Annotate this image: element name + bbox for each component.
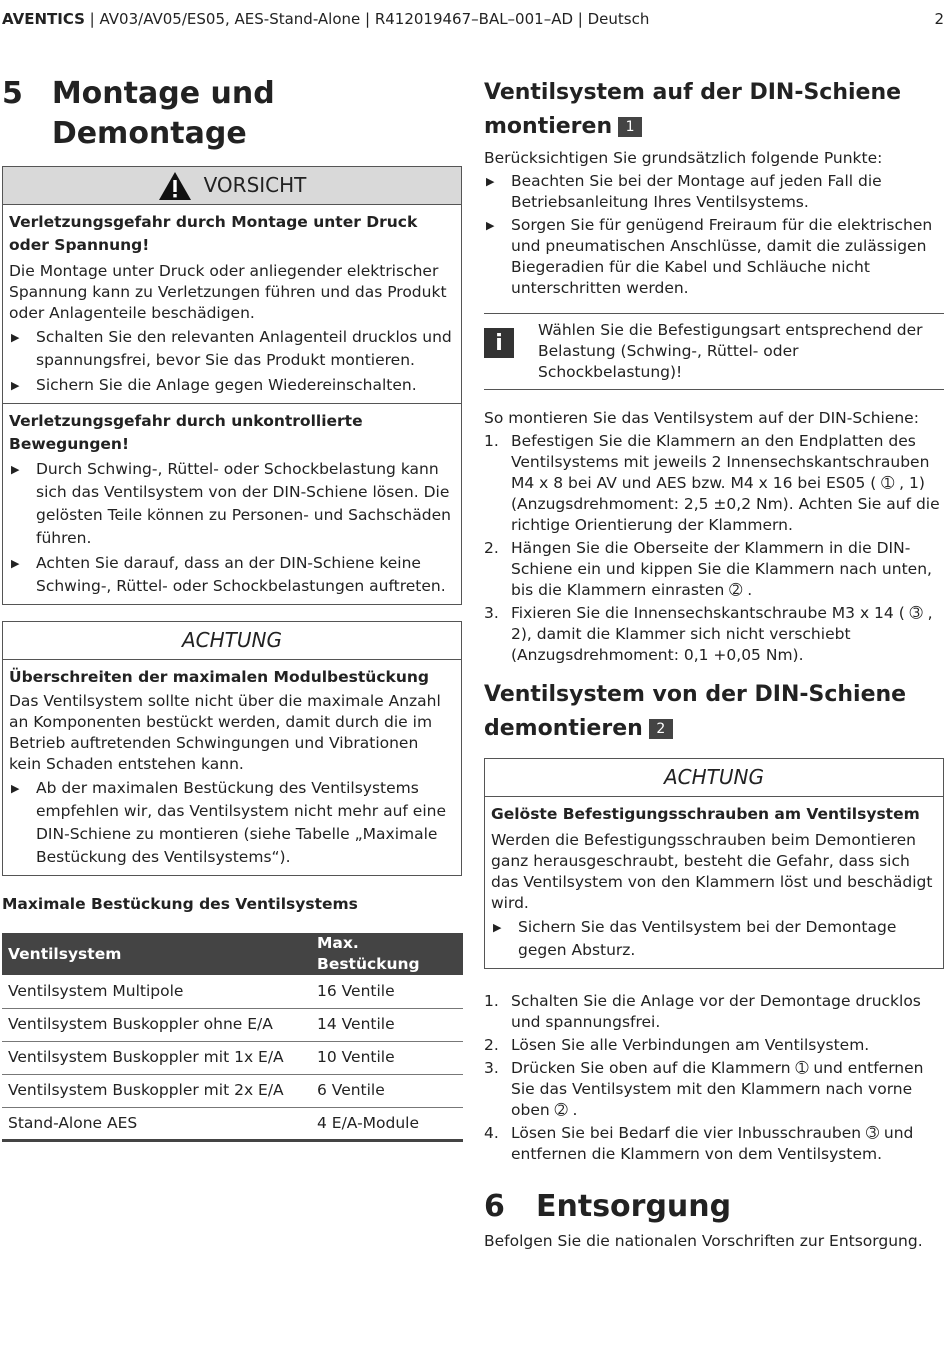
list-item-text: Drücken Sie oben auf die Klammern ➀ und entfernen Sie das Ventilsystem mit den Klammern nach vorne oben ➁ . [511, 1059, 924, 1119]
mount-heading [484, 76, 944, 144]
step-number: 2. [484, 1036, 499, 1054]
list-item [484, 991, 944, 1033]
list-item [491, 916, 937, 962]
info-text: Wählen Sie die Befestigungsart entsprechend der Belastung (Schwing-, Rüttel- oder Schockbelastung)! [538, 321, 923, 381]
page-number: 2 [934, 10, 944, 28]
bullet-arrow-icon: ▶ [11, 557, 20, 570]
dismount-heading-line1: Ventilsystem von der DIN-Schiene [484, 682, 907, 707]
notice-header [3, 622, 461, 660]
figure-badge: 2 [649, 719, 673, 739]
table-cell: 4 E/A-Module [311, 1107, 463, 1140]
chapter-title: Entsorgung [536, 1189, 732, 1224]
chapter-6-heading [484, 1187, 944, 1227]
list-item-text: Lösen Sie alle Verbindungen am Ventilsystem. [511, 1036, 870, 1054]
warning-triangle-icon [158, 171, 192, 201]
caution-label: VORSICHT [203, 173, 307, 197]
caution-title-movement: Verletzungsgefahr durch unkontrollierte Bewegungen! [9, 412, 363, 453]
right-column [484, 76, 944, 1252]
list-item-text: Sorgen Sie für genügend Freiraum für die elektrischen und pneumatischen Anschlüsse, damit die zulässigen Biegeradien für die Kabel und Schläuche nicht unterschritten werden. [511, 216, 933, 297]
list-item-text: Beachten Sie bei der Montage auf jeden Fall die Betriebsanleitung Ihres Ventilsystems. [511, 172, 882, 211]
chapter-5-heading [2, 74, 462, 154]
dismount-steps-list [484, 991, 944, 1165]
table-header-row [2, 933, 463, 975]
dismount-heading [484, 678, 944, 746]
list-item [484, 431, 944, 536]
table-title: Maximale Bestückung des Ventilsystems [2, 895, 358, 913]
notice-text: Das Ventilsystem sollte nicht über die maximale Anzahl an Komponenten bestückt werden, damit durch die im Betrieb auftretenden Schwingungen und Vibrationen kein Schaden entstehen kann. [9, 692, 441, 773]
mount-intro: Berücksichtigen Sie grundsätzlich folgende Punkte: [484, 149, 883, 167]
left-column [2, 74, 462, 1142]
table-row [2, 1041, 463, 1074]
table-cell: Ventilsystem Multipole [2, 975, 311, 1008]
list-item [484, 1035, 944, 1056]
table-cell: 16 Ventile [311, 975, 463, 1008]
bullet-arrow-icon: ▶ [486, 175, 495, 188]
step-number: 4. [484, 1124, 499, 1142]
list-item [9, 777, 455, 869]
brand-name: AVENTICS [2, 10, 85, 28]
bullet-arrow-icon: ▶ [11, 782, 20, 795]
chapter-title: Montage und Demontage [51, 76, 275, 151]
info-note [484, 313, 944, 390]
list-item [9, 552, 455, 598]
list-item-text: Ab der maximalen Bestückung des Ventilsystems empfehlen wir, das Ventilsystem nicht mehr auf eine DIN-Schiene zu montieren (siehe Tabelle „Maximale Bestückung des Ventilsystems“). [36, 779, 446, 866]
document-id: | AV03/AV05/ES05, AES-Stand-Alone | R412019467–BAL–001–AD | Deutsch [84, 10, 650, 28]
bullet-arrow-icon: ▶ [493, 921, 502, 934]
disposal-text: Befolgen Sie die nationalen Vorschriften zur Entsorgung. [484, 1232, 923, 1250]
caution-list-movement [9, 458, 455, 598]
notice-list [491, 916, 937, 962]
notice-title: Überschreiten der maximalen Modulbestückung [9, 668, 429, 686]
figure-badge: 1 [618, 117, 642, 137]
table-row [2, 975, 463, 1008]
table-header-cell: Ventilsystem [2, 933, 311, 975]
list-item-text: Fixieren Sie die Innensechskantschraube M3 x 14 ( ➂ , 2), damit die Klammer sich nicht verschiebt (Anzugsdrehmoment: 0,1 +0,05 Nm). [511, 604, 933, 664]
list-item-text: Schalten Sie die Anlage vor der Demontage drucklos und spannungsfrei. [511, 992, 921, 1031]
list-item-text: Schalten Sie den relevanten Anlagenteil drucklos und spannungsfrei, bevor Sie das Produkt montieren. [36, 328, 452, 369]
chapter-number: 6 [484, 1189, 505, 1224]
list-item [484, 538, 944, 601]
list-item [484, 603, 944, 666]
list-item [9, 374, 455, 397]
table-cell: Stand-Alone AES [2, 1107, 311, 1140]
table-cell: Ventilsystem Buskoppler mit 2x E/A [2, 1074, 311, 1107]
bullet-arrow-icon: ▶ [486, 219, 495, 232]
caution-text-pressure: Die Montage unter Druck oder anliegender elektrischer Spannung kann zu Verletzungen führen und das Produkt oder Anlagenteile beschädigen. [9, 262, 447, 322]
caution-list-pressure [9, 326, 455, 397]
mount-heading-line2: montieren [484, 114, 613, 139]
step-number: 1. [484, 992, 499, 1010]
list-item [484, 215, 944, 299]
list-item [9, 326, 455, 372]
list-item [9, 458, 455, 550]
page-header [2, 9, 944, 30]
table-cell: 10 Ventile [311, 1041, 463, 1074]
table-row [2, 1008, 463, 1041]
table-header-cell: Max. Bestückung [311, 933, 463, 975]
list-item [484, 1123, 944, 1165]
bullet-arrow-icon: ▶ [11, 331, 20, 344]
list-item [484, 1058, 944, 1121]
step-number: 1. [484, 432, 499, 450]
max-components-table [2, 933, 463, 1142]
caution-box [2, 166, 462, 605]
notice-section [3, 660, 461, 875]
table-cell: Ventilsystem Buskoppler mit 1x E/A [2, 1041, 311, 1074]
table-cell: 6 Ventile [311, 1074, 463, 1107]
caution-title-pressure: Verletzungsgefahr durch Montage unter Druck oder Spannung! [9, 213, 418, 254]
notice-section [485, 797, 943, 968]
dismount-notice-box [484, 758, 944, 969]
mount-heading-line1: Ventilsystem auf der DIN-Schiene [484, 80, 902, 105]
mount-points-list [484, 171, 944, 299]
bullet-arrow-icon: ▶ [11, 379, 20, 392]
caution-section-movement [3, 403, 461, 604]
mount-steps-title: So montieren Sie das Ventilsystem auf der DIN-Schiene: [484, 409, 919, 427]
list-item-text: Lösen Sie bei Bedarf die vier Inbusschrauben ➂ und entfernen die Klammern von dem Ventilsystem. [511, 1124, 914, 1163]
notice-box [2, 621, 462, 876]
table-row [2, 1074, 463, 1107]
notice-header [485, 759, 943, 797]
info-icon: i [484, 328, 514, 358]
step-number: 2. [484, 539, 499, 557]
list-item-text: Durch Schwing-, Rüttel- oder Schockbelastung kann sich das Ventilsystem von der DIN-Schiene lösen. Die gelösten Teile können zu Personen- und Sachschäden führen. [36, 460, 451, 547]
table-cell: Ventilsystem Buskoppler ohne E/A [2, 1008, 311, 1041]
list-item-text: Hängen Sie die Oberseite der Klammern in die DIN-Schiene ein und kippen Sie die Klammern nach unten, bis die Klammern einrasten ➁ . [511, 539, 932, 599]
list-item-text: Sichern Sie die Anlage gegen Wiedereinschalten. [36, 376, 417, 394]
table-row [2, 1107, 463, 1140]
notice-title: Gelöste Befestigungsschrauben am Ventilsystem [491, 805, 920, 823]
notice-list [9, 777, 455, 869]
list-item-text: Befestigen Sie die Klammern an den Endplatten des Ventilsystems mit jeweils 2 Innensechskantschrauben M4 x 8 bei AV und AES bzw. M4 x 16 bei ES05 ( ➀ , 1) (Anzugsdrehmoment: 2,5 ±0,2 Nm). Achten Sie auf die richtige Orientierung der Klammern. [511, 432, 940, 534]
notice-label: ACHTUNG [664, 765, 764, 789]
list-item [484, 171, 944, 213]
notice-label: ACHTUNG [182, 628, 282, 652]
list-item-text: Achten Sie darauf, dass an der DIN-Schiene keine Schwing-, Rüttel- oder Schockbelastungen auftreten. [36, 554, 446, 595]
dismount-heading-line2: demontieren [484, 716, 643, 741]
caution-section-pressure [3, 205, 461, 403]
step-number: 3. [484, 1059, 499, 1077]
table-cell: 14 Ventile [311, 1008, 463, 1041]
step-number: 3. [484, 604, 499, 622]
mount-steps-list [484, 431, 944, 666]
bullet-arrow-icon: ▶ [11, 463, 20, 476]
caution-header [3, 167, 461, 205]
notice-text: Werden die Befestigungsschrauben beim Demontieren ganz herausgeschraubt, besteht die Gefahr, dass sich das Ventilsystem von den Klammern löst und beschädigt wird. [491, 831, 933, 912]
list-item-text: Sichern Sie das Ventilsystem bei der Demontage gegen Absturz. [518, 918, 897, 959]
chapter-number: 5 [2, 76, 23, 111]
